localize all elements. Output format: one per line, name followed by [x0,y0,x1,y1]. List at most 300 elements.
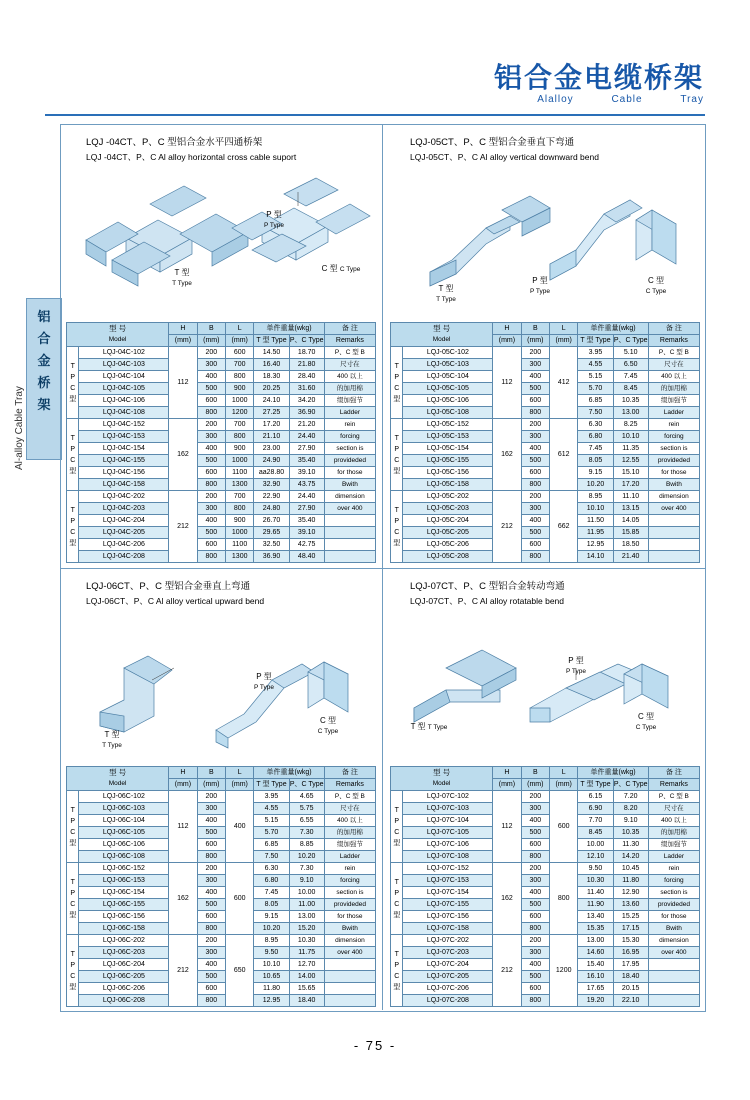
cell-weight-t: 6.80 [254,875,289,887]
cell-remark: 400 以上 [648,815,699,827]
col-b: B [521,323,549,335]
cell-weight-pc: 18.40 [613,971,648,983]
caption-c-cn: C 型 [638,712,654,721]
cell-l: 612 [550,419,578,491]
cell-b: 500 [197,527,225,539]
cell-weight-t: 23.00 [254,443,289,455]
table-row [391,479,700,491]
cell-model: LQJ-05C-206 [403,539,493,551]
cell-remark: forcing [648,431,699,443]
col-remarks: 备 注 [324,323,375,335]
cell-remark: Ladder [324,851,375,863]
page-number: - 75 - [353,1038,397,1053]
spec-table-panel-05c [390,322,700,563]
cell-b: 600 [521,911,549,923]
cell-remark: P、C 型 B [648,791,699,803]
cell-model: LQJ-06C-202 [79,935,169,947]
cell-h: 112 [169,791,197,863]
cell-model: LQJ-05C-152 [403,419,493,431]
col-h-unit: (mm) [169,335,197,347]
table-row [67,827,376,839]
cell-remark: section is [648,887,699,899]
spec-table-panel-07c [390,766,700,1007]
cell-weight-t: 11.50 [578,515,613,527]
subtitle-word-1: Alalloy [537,94,574,105]
col-t-type: T 型 Type [254,779,289,791]
panel-07c-title-cn: LQJ-07CT、P、C 型铝合金转动弯通 [410,581,565,592]
table-row [67,347,376,359]
cell-remark: Bwith [324,923,375,935]
col-model: 型 号 Model [67,767,169,791]
cell-weight-t: 11.80 [254,983,289,995]
cell-b: 400 [521,887,549,899]
cell-model: LQJ-06C-206 [79,983,169,995]
cell-b: 400 [197,371,225,383]
cell-weight-t: 10.00 [578,839,613,851]
table-row [391,395,700,407]
cell-weight-t: 13.00 [578,935,613,947]
cell-weight-t: 3.95 [254,791,289,803]
cell-model: LQJ-05C-108 [403,407,493,419]
cell-weight-t: 13.40 [578,911,613,923]
cell-model: LQJ-07C-152 [403,863,493,875]
table-row [67,503,376,515]
cell-weight-t: 8.95 [254,935,289,947]
cell-weight-t: 10.20 [578,479,613,491]
cell-model: LQJ-07C-104 [403,815,493,827]
cell-weight-pc: 14.00 [289,971,324,983]
cell-weight-t: 6.30 [578,419,613,431]
cell-b: 400 [197,815,225,827]
caption-p-cn: P 型 [266,210,282,219]
cell-b: 500 [521,971,549,983]
col-remarks: 备 注 [324,767,375,779]
table-row [391,383,700,395]
cell-weight-pc: 27.90 [289,503,324,515]
cell-model: LQJ-05C-202 [403,491,493,503]
cell-model: LQJ-04C-158 [79,479,169,491]
cell-model: LQJ-05C-205 [403,527,493,539]
panel-05c-title-cn: LQJ-05CT、P、C 型铝合金垂直下弯通 [410,137,575,148]
cell-model: LQJ-07C-153 [403,875,493,887]
cell-l: 650 [226,935,254,1007]
cell-remark: 缀加强节 [648,395,699,407]
cell-model: LQJ-06C-152 [79,863,169,875]
cell-weight-t: 22.90 [254,491,289,503]
cell-remark: 尺寸在 [324,359,375,371]
cell-remark: dimension [648,935,699,947]
cell-b: 800 [197,995,225,1007]
spec-table-panel-06c [66,766,376,1007]
cell-model: LQJ-05C-105 [403,383,493,395]
cell-weight-pc: 34.20 [289,395,324,407]
cell-remark: Ladder [648,407,699,419]
caption-c-en: C Type [635,724,657,731]
col-model: 型 号 Model [391,767,493,791]
cell-l: 662 [550,491,578,563]
cell-model: LQJ-05C-153 [403,431,493,443]
cell-model: LQJ-07C-208 [403,995,493,1007]
cell-remark: section is [324,443,375,455]
cell-remark: 尺寸在 [648,359,699,371]
cell-weight-pc: 17.95 [613,959,648,971]
col-t-type: T 型 Type [578,335,613,347]
cell-weight-pc: 24.40 [289,491,324,503]
panel-04c [66,130,376,563]
cell-b: 600 [521,839,549,851]
caption-t-en: T Type [102,742,122,749]
cell-b: 500 [521,455,549,467]
panel-04c-title-cn: LQJ -04CT、P、C 型铝合金水平四通桥架 [86,137,263,148]
type-col: T P C 型 [391,791,403,863]
col-b: B [197,767,225,779]
cell-weight-pc: 10.00 [289,887,324,899]
table-row [67,851,376,863]
cell-remark: dimension [324,935,375,947]
panel-06c-title-en: LQJ-06CT、P、C Al alloy vertical upward bend [86,596,265,606]
cell-weight-pc: 8.25 [613,419,648,431]
type-col: T P C 型 [67,491,79,563]
cell-b: 300 [521,875,549,887]
cell-remark: over 400 [648,503,699,515]
cell-weight-t: 11.95 [578,527,613,539]
cell-weight-t: 6.90 [578,803,613,815]
cell-weight-pc: 39.10 [289,527,324,539]
col-h-unit: (mm) [493,335,521,347]
cell-weight-pc: 16.95 [613,947,648,959]
caption-p-cn: P 型 [256,672,272,681]
cell-remark: over 400 [324,503,375,515]
cell-weight-pc: 15.85 [613,527,648,539]
cell-remark: rein [648,419,699,431]
cell-model: LQJ-07C-203 [403,947,493,959]
col-h-unit: (mm) [169,779,197,791]
cell-b: 400 [521,815,549,827]
cell-weight-pc: 8.85 [289,839,324,851]
page-title: 铝合金电缆桥架 [493,61,704,94]
cell-weight-pc: 21.80 [289,359,324,371]
cell-l: 1300 [226,479,254,491]
col-l: L [226,767,254,779]
cell-model: LQJ-04C-206 [79,539,169,551]
cell-b: 400 [197,443,225,455]
cell-weight-t: 15.40 [578,959,613,971]
cell-weight-pc: 6.55 [289,815,324,827]
cell-l: 800 [226,503,254,515]
type-col: T P C 型 [67,347,79,419]
cell-model: LQJ-04C-203 [79,503,169,515]
cell-model: LQJ-06C-105 [79,827,169,839]
cell-l: 400 [226,791,254,863]
cell-remark: for those [648,467,699,479]
table-row [67,959,376,971]
cell-weight-t: 32.50 [254,539,289,551]
cell-weight-t: 36.90 [254,551,289,563]
table-row [391,863,700,875]
cell-weight-pc: 39.10 [289,467,324,479]
cell-weight-pc: 15.65 [289,983,324,995]
cell-weight-t: 9.15 [254,911,289,923]
table-row [67,443,376,455]
cell-weight-t: 5.70 [254,827,289,839]
cell-remark [324,983,375,995]
cell-l: 1300 [226,551,254,563]
cell-remark: rein [324,863,375,875]
cell-h: 112 [169,347,197,419]
cell-weight-t: 8.05 [578,455,613,467]
cell-l: 1100 [226,539,254,551]
cell-weight-pc: 13.15 [613,503,648,515]
cell-model: LQJ-07C-154 [403,887,493,899]
cell-remark [648,515,699,527]
col-model: 型 号 Model [67,323,169,347]
cell-b: 300 [197,503,225,515]
cell-weight-t: 16.40 [254,359,289,371]
cell-weight-t: 10.10 [254,959,289,971]
cell-weight-t: 6.30 [254,863,289,875]
cell-weight-t: 8.05 [254,899,289,911]
caption-c-cn: C 型 [648,276,664,285]
cell-h: 162 [493,419,521,491]
cell-b: 500 [521,899,549,911]
cell-weight-t: 14.10 [578,551,613,563]
caption-p-en: P Type [254,684,274,691]
cell-remark: provideded [648,455,699,467]
table-row [391,851,700,863]
page-subtitle-en [503,94,704,105]
table-row [391,803,700,815]
table-row [67,983,376,995]
table-row [67,431,376,443]
cell-weight-t: 20.25 [254,383,289,395]
cell-weight-t: 4.55 [254,803,289,815]
cell-remark: Ladder [648,851,699,863]
table-row [391,827,700,839]
table-row [67,491,376,503]
col-l: L [550,767,578,779]
cell-b: 800 [521,407,549,419]
cell-remark: for those [648,911,699,923]
cell-weight-pc: 7.30 [289,863,324,875]
table-row [391,911,700,923]
cell-weight-pc: 5.75 [289,803,324,815]
cell-weight-t: 19.20 [578,995,613,1007]
cell-weight-t: 6.80 [578,431,613,443]
cell-b: 400 [197,959,225,971]
table-row [67,515,376,527]
col-b-unit: (mm) [521,335,549,347]
table-row [67,971,376,983]
table-row [391,431,700,443]
cell-weight-pc: 11.75 [289,947,324,959]
cell-weight-t: 14.50 [254,347,289,359]
cell-remark: 400 以上 [324,371,375,383]
cell-weight-pc: 15.30 [613,935,648,947]
cell-b: 800 [521,923,549,935]
cell-weight-pc: 21.40 [613,551,648,563]
cell-weight-t: 11.90 [578,899,613,911]
cell-model: LQJ-04C-152 [79,419,169,431]
panel-04c-illustration [66,168,376,318]
caption-t-en: T Type [427,724,448,731]
cell-remark [324,995,375,1007]
cell-remark: provideded [648,899,699,911]
table-row [67,383,376,395]
table-row [67,467,376,479]
cell-model: LQJ-07C-158 [403,923,493,935]
cell-weight-pc: 13.00 [289,911,324,923]
cell-remark: P、C 型 B [324,347,375,359]
cell-l: 700 [226,359,254,371]
col-pc-type: P、C Type [613,779,648,791]
cell-remark: 的加用棉 [648,383,699,395]
cell-l: 900 [226,383,254,395]
cell-model: LQJ-05C-154 [403,443,493,455]
cell-remark: forcing [648,875,699,887]
cell-model: LQJ-06C-204 [79,959,169,971]
cell-b: 600 [197,983,225,995]
cell-l: 900 [226,515,254,527]
cell-remark: Bwith [648,923,699,935]
cell-b: 500 [521,827,549,839]
cell-b: 600 [521,395,549,407]
cell-model: LQJ-06C-208 [79,995,169,1007]
panel-04c-title-en: LQJ -04CT、P、C Al alloy horizontal cross cable suport [86,152,297,162]
col-model: 型 号 Model [391,323,493,347]
panel-05c-title-en: LQJ-05CT、P、C Al alloy vertical downward bend [410,152,599,162]
caption-c-cn: C 型 [320,716,336,725]
cell-weight-t: 10.65 [254,971,289,983]
cell-weight-pc: 14.20 [613,851,648,863]
table-row [391,407,700,419]
cell-l: 1000 [226,395,254,407]
col-pc-type: P、C Type [613,335,648,347]
cell-b: 300 [197,431,225,443]
cell-remark: P、C 型 B [648,347,699,359]
cell-remark: for those [324,911,375,923]
table-row [67,815,376,827]
cell-weight-pc: 10.35 [613,395,648,407]
cell-b: 200 [521,347,549,359]
cell-model: LQJ-04C-208 [79,551,169,563]
table-row [67,863,376,875]
col-weight: 单件重量(wkg) [254,767,324,779]
cell-weight-pc: 11.10 [613,491,648,503]
cell-model: LQJ-04C-205 [79,527,169,539]
subtitle-word-2: Cable [611,94,643,105]
cell-remark: dimension [324,491,375,503]
panel-06c-title-cn: LQJ-06CT、P、C 型铝合金垂直上弯通 [86,581,251,592]
col-b: B [521,767,549,779]
cell-b: 400 [521,515,549,527]
col-b-unit: (mm) [521,779,549,791]
cell-b: 200 [197,347,225,359]
cell-model: LQJ-07C-102 [403,791,493,803]
cell-l: 412 [550,347,578,419]
cell-weight-t: 9.50 [578,863,613,875]
caption-t-cn: T 型 [410,722,426,731]
type-col: T P C 型 [391,419,403,491]
cell-weight-pc: 17.15 [613,923,648,935]
cell-l: 800 [226,431,254,443]
cell-model: LQJ-06C-103 [79,803,169,815]
cell-weight-pc: 12.55 [613,455,648,467]
cell-b: 300 [521,803,549,815]
cell-weight-t: 10.10 [578,503,613,515]
cell-weight-pc: 22.10 [613,995,648,1007]
cell-weight-t: aa28.80 [254,467,289,479]
cell-h: 212 [169,935,197,1007]
cell-remark: 的加用棉 [324,827,375,839]
table-row [67,899,376,911]
cell-remark: 的加用棉 [648,827,699,839]
cell-l: 800 [226,371,254,383]
cell-weight-t: 32.90 [254,479,289,491]
cell-weight-t: 8.45 [578,827,613,839]
cell-weight-pc: 18.40 [289,995,324,1007]
cell-remark: 缀加强节 [648,839,699,851]
col-l-unit: (mm) [550,335,578,347]
cell-model: LQJ-07C-206 [403,983,493,995]
col-remarks-en: Remarks [324,779,375,791]
cell-weight-pc: 35.40 [289,515,324,527]
cell-weight-pc: 24.40 [289,431,324,443]
cell-weight-t: 24.80 [254,503,289,515]
cell-weight-pc: 35.40 [289,455,324,467]
cell-b: 800 [197,407,225,419]
cell-b: 200 [197,491,225,503]
cell-b: 200 [521,491,549,503]
table-row [391,515,700,527]
cell-weight-pc: 10.10 [613,431,648,443]
table-row [67,911,376,923]
cell-model: LQJ-04C-153 [79,431,169,443]
cell-weight-t: 21.10 [254,431,289,443]
table-row [67,551,376,563]
cell-b: 300 [521,947,549,959]
cell-weight-t: 17.20 [254,419,289,431]
table-row [391,923,700,935]
col-b: B [197,323,225,335]
col-l: L [550,323,578,335]
cell-b: 800 [521,851,549,863]
cell-b: 300 [521,503,549,515]
panel-06c-illustration [66,612,376,762]
cell-weight-t: 5.15 [254,815,289,827]
cell-l: 600 [226,863,254,935]
cell-weight-pc: 7.45 [613,371,648,383]
cell-weight-pc: 21.20 [289,419,324,431]
col-pc-type: P、C Type [289,779,324,791]
table-row [67,371,376,383]
cell-model: LQJ-05C-204 [403,515,493,527]
cell-remark [324,551,375,563]
cell-remark [648,995,699,1007]
cell-remark: 400 以上 [324,815,375,827]
table-row [67,887,376,899]
cell-weight-pc: 12.70 [289,959,324,971]
cell-weight-t: 7.70 [578,815,613,827]
type-col: T P C 型 [391,347,403,419]
table-row [67,407,376,419]
cell-b: 400 [197,887,225,899]
cell-weight-pc: 10.45 [613,863,648,875]
cell-weight-pc: 43.75 [289,479,324,491]
cell-weight-pc: 15.10 [613,467,648,479]
cell-b: 200 [521,863,549,875]
cell-b: 800 [521,551,549,563]
cell-b: 300 [521,431,549,443]
